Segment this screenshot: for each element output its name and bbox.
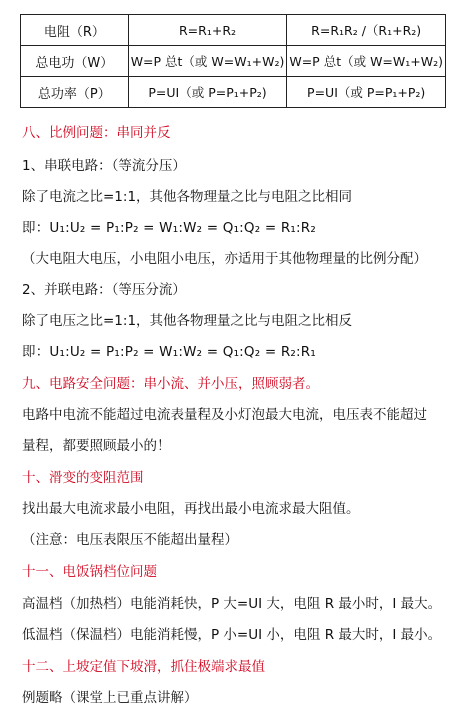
section-heading-extremes: 十二、上坡定值下坡滑，抓住极端求最值 xyxy=(22,659,265,675)
text-line: 找出最大电流求最小电阻，再找出最小电流求最大阻值。 xyxy=(22,501,360,517)
text-line: 例题略（课堂上已重点讲解） xyxy=(22,690,198,706)
table-cell-parallel: W=P 总t（或 W=W₁+W₂) xyxy=(287,46,446,77)
text-line: （注意：电压表限压不能超出量程） xyxy=(22,532,238,548)
text-line: 除了电压之比=1:1，其他各物理量之比与电阻之比相反 xyxy=(22,313,353,329)
table-row xyxy=(21,15,446,46)
table-cell-label: 总电功（W） xyxy=(21,46,129,77)
text-line: 量程，都要照顾最小的！ xyxy=(22,438,171,454)
formula-table xyxy=(20,14,446,108)
text-line: 低温档（保温档）电能消耗慢，P 小=UI 小，电阻 R 最大时，I 最小。 xyxy=(22,627,442,643)
text-line: 除了电流之比=1:1，其他各物理量之比与电阻之比相同 xyxy=(22,189,353,205)
table-cell-parallel: R=R₁R₂ /（R₁+R₂) xyxy=(287,15,446,46)
section-heading-rheostat: 十、滑变的变阻范围 xyxy=(22,470,144,486)
subheading-parallel-circuit: 2、并联电路：（等压分流） xyxy=(22,282,186,298)
table-cell-parallel: P=UI（或 P=P₁+P₂) xyxy=(287,77,446,108)
table-cell-label: 总功率（P） xyxy=(21,77,129,108)
formula-line-series: 即：U₁:U₂ = P₁:P₂ = W₁:W₂ = Q₁:Q₂ = R₁:R₂ xyxy=(22,220,316,236)
section-heading-safety: 九、电路安全问题：串小流、并小压，照顾弱者。 xyxy=(22,376,319,392)
formula-line-parallel: 即：U₁:U₂ = P₁:P₂ = W₁:W₂ = Q₁:Q₂ = R₂:R₁ xyxy=(22,344,316,360)
table-cell-series: R=R₁+R₂ xyxy=(128,15,287,46)
section-heading-rice-cooker: 十一、电饭锅档位问题 xyxy=(22,564,157,580)
text-line: 电路中电流不能超过电流表量程及小灯泡最大电流，电压表不能超过 xyxy=(22,407,427,423)
table-row xyxy=(21,46,446,77)
table-cell-series: W=P 总t（或 W=W₁+W₂) xyxy=(128,46,287,77)
subheading-series-circuit: 1、串联电路：（等流分压） xyxy=(22,158,186,174)
table-cell-series: P=UI（或 P=P₁+P₂) xyxy=(128,77,287,108)
table-cell-label: 电阻（R） xyxy=(21,15,129,46)
text-line: （大电阻大电压，小电阻小电压，亦适用于其他物理量的比例分配） xyxy=(22,251,427,267)
section-heading-ratio: 八、比例问题：串同并反 xyxy=(22,125,171,141)
table-row xyxy=(21,77,446,108)
text-line: 高温档（加热档）电能消耗快，P 大=UI 大，电阻 R 最小时，I 最大。 xyxy=(22,596,442,612)
